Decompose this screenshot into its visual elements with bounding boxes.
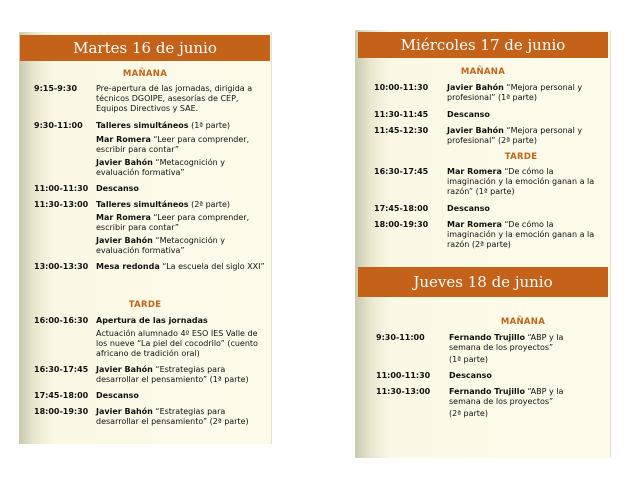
section-tarde: TARDE [128,300,162,310]
schedule-row [96,158,264,178]
day-header-martes: Martes 16 de junio [20,35,270,61]
activity-text: (1ª parte) [188,121,231,130]
activity-text: “De cómo la imaginación y la emoción ganan a la razón (2ª parte) [447,220,595,249]
activity-title: Mesa redonda [96,262,160,271]
day-header-miercoles: Miércoles 17 de junio [358,32,608,58]
time-slot: 18:00-19:30 [374,220,429,229]
speaker-name: Mar Romera [447,167,502,176]
schedule-row [96,236,264,256]
time-slot: 11:45-12:30 [374,126,429,135]
activity-text: “ABP y la semana de los proyectos” [449,387,564,406]
time-slot: 11:30-11:45 [374,110,429,119]
schedule-row [96,329,266,359]
activity-text: “Mejora personal y profesional” (2ª parte) [447,126,583,145]
time-slot: 11:00-11:30 [376,371,431,380]
time-slot: 11:00-11:30 [34,184,89,193]
speaker-name: Javier Bahón [96,365,153,374]
activity-text: “La escuela del siglo XXI” [159,262,265,271]
activity-title: Apertura de las jornadas [96,316,208,325]
section-manana: MAÑANA [460,67,506,77]
activity-text: “Estrategias para desarrollar el pensamiento” (2ª parte) [96,407,249,426]
speaker-name: Mar Romera [96,135,151,144]
schedule-row [96,213,264,233]
activity-part: (1ª parte) [449,355,488,364]
time-slot: 17:45-18:00 [34,391,89,400]
time-slot: 11:30-13:00 [34,200,89,209]
activity-text: “De cómo la imaginación y la emoción ganan a la razón” (1ª parte) [447,167,595,196]
speaker-name: Fernando Trujillo [449,387,525,396]
day-header-jueves: Jueves 18 de junio [358,267,608,297]
speaker-name: Javier Bahón [96,236,153,245]
speaker-name: Fernando Trujillo [449,333,525,342]
time-slot: 17:45-18:00 [374,204,429,213]
time-slot: 11:30-13:00 [376,387,431,396]
speaker-name: Javier Bahón [447,83,504,92]
activity-text: “Leer para comprender, escribir para contar” [96,213,250,232]
section-tarde: TARDE [504,152,538,162]
speaker-name: Mar Romera [96,213,151,222]
activity-text: “Metacognición y evaluación formativa” [96,236,225,255]
activity-title: Descanso [447,204,490,213]
speaker-name: Javier Bahón [96,158,153,167]
activity-text: “ABP y la semana de los proyectos” [449,333,564,352]
activity-text: Pre-apertura de las jornadas, dirigida a técnicos DGOIPE, asesorías de CEP, Equipos Directivos y SAE. [96,84,253,113]
activity-text: Actuación alumnado 4º ESO IES Valle de los nueve “La piel del cocodrilo” (cuento africano de tradición oral) [96,329,258,358]
speaker-name: Mar Romera [447,220,502,229]
activity-text: “Leer para comprender, escribir para contar” [96,135,250,154]
activity-title: Descanso [96,391,139,400]
activity-text: “Estrategias para desarrollar el pensamiento” (1ª parte) [96,365,249,384]
activity-part: (2ª parte) [449,409,488,418]
activity-text: “Metacognición y evaluación formativa” [96,158,225,177]
section-manana: MAÑANA [500,317,546,327]
activity-title: Descanso [447,110,490,119]
time-slot: 18:00-19:30 [34,407,89,416]
activity-title: Talleres simultáneos [96,200,189,209]
activity-text: “Mejora personal y profesional” (1ª parte) [447,83,583,102]
section-manana: MAÑANA [122,69,168,79]
time-slot: 10:00-11:30 [374,83,429,92]
activity-title: Talleres simultáneos [96,121,189,130]
time-slot: 13:00-13:30 [34,262,89,271]
speaker-name: Javier Bahón [96,407,153,416]
time-slot: 9:30-11:00 [34,121,83,130]
time-slot: 9:30-11:00 [376,333,425,342]
activity-title: Descanso [96,184,139,193]
activity-title: Descanso [449,371,492,380]
time-slot: 9:15-9:30 [34,84,78,93]
speaker-name: Javier Bahón [447,126,504,135]
time-slot: 16:30-17:45 [34,365,89,374]
schedule-row [96,135,264,155]
time-slot: 16:00-16:30 [34,316,89,325]
activity-text: (2ª parte) [188,200,231,209]
time-slot: 16:30-17:45 [374,167,429,176]
